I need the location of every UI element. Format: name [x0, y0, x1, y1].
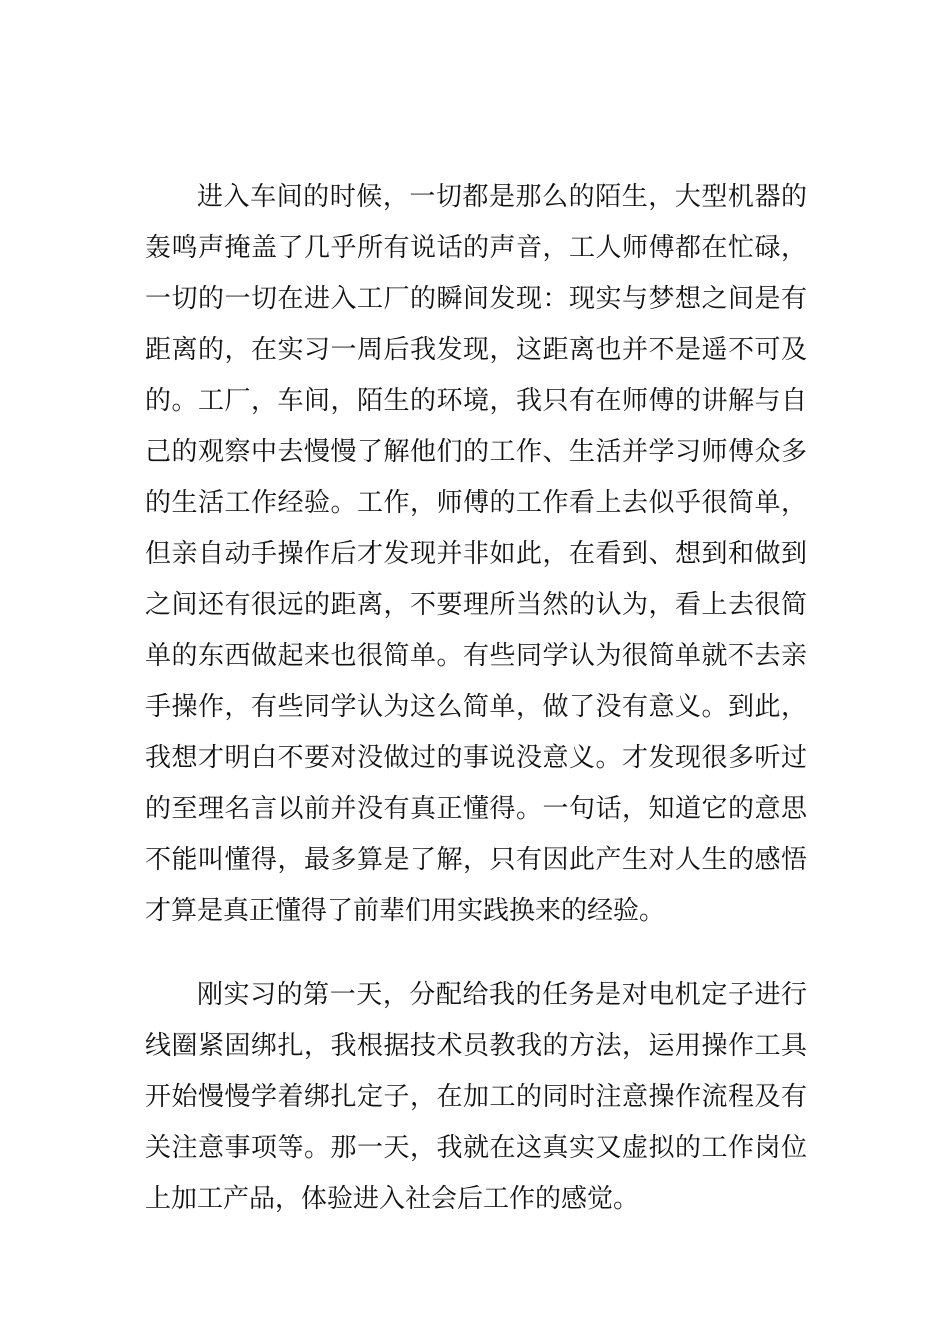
text-line: 距离的，在实习一周后我发现，这距离也并不是遥不可及: [145, 335, 807, 365]
text-line: 开始慢慢学着绑扎定子，在加工的同时注意操作流程及有: [145, 1082, 807, 1112]
text-line: 进入车间的时候，一切都是那么的陌生，大型机器的: [197, 182, 807, 212]
text-line: 我想才明白不要对没做过的事说没意义。才发现很多听过: [145, 743, 807, 773]
text-line: 轰鸣声掩盖了几乎所有说话的声音，工人师傅都在忙碌，: [145, 233, 807, 263]
text-line: 手操作，有些同学认为这么简单，做了没有意义。到此，: [145, 692, 807, 722]
text-line: 上加工产品，体验进入社会后工作的感觉。: [145, 1184, 640, 1214]
text-line: 线圈紧固绑扎，我根据技术员教我的方法，运用操作工具: [145, 1031, 807, 1061]
paragraph-workshop-experience: [145, 172, 807, 937]
text-line: 的。工厂，车间，陌生的环境，我只有在师傅的讲解与自: [145, 386, 807, 416]
text-line: 的生活工作经验。工作，师傅的工作看上去似乎很简单，: [145, 488, 807, 518]
text-line: 关注意事项等。那一天，我就在这真实又虚拟的工作岗位: [145, 1133, 807, 1163]
text-line: 单的东西做起来也很简单。有些同学认为很简单就不去亲: [145, 641, 807, 671]
text-line: 但亲自动手操作后才发现并非如此，在看到、想到和做到: [145, 539, 807, 569]
text-line: 一切的一切在进入工厂的瞬间发现：现实与梦想之间是有: [145, 284, 807, 314]
paragraph-first-day: [145, 970, 807, 1225]
text-line: 刚实习的第一天，分配给我的任务是对电机定子进行: [197, 980, 807, 1010]
text-line: 不能叫懂得，最多算是了解，只有因此产生对人生的感悟: [145, 845, 807, 875]
text-line: 的至理名言以前并没有真正懂得。一句话，知道它的意思: [145, 794, 807, 824]
text-line: 才算是真正懂得了前辈们用实践换来的经验。: [145, 896, 666, 926]
text-line: 之间还有很远的距离，不要理所当然的认为，看上去很简: [145, 590, 807, 620]
text-line: 己的观察中去慢慢了解他们的工作、生活并学习师傅众多: [145, 437, 807, 467]
